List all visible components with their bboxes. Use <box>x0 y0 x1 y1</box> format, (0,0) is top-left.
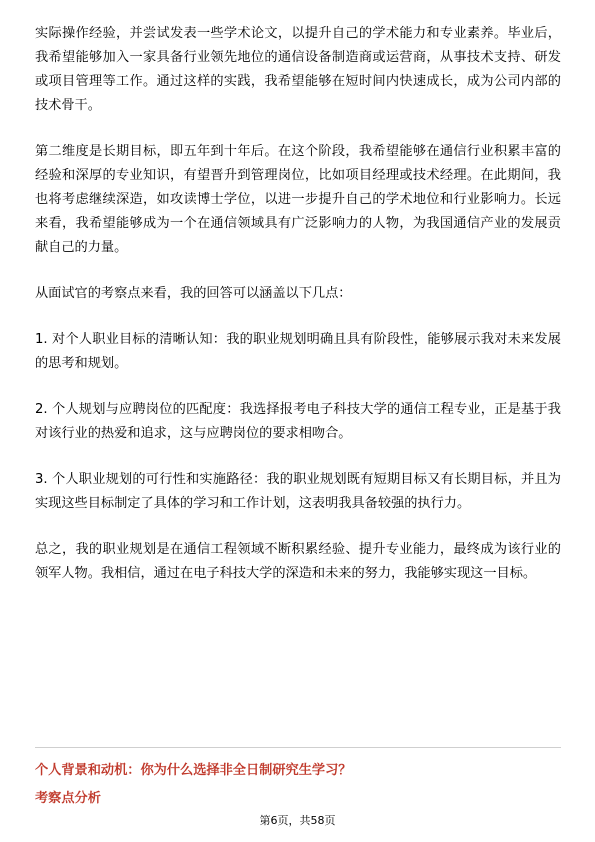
paragraph-conclusion: 总之，我的职业规划是在通信工程领域不断积累经验、提升专业能力，最终成为该行业的领军人物。我相信，通过在电子科技大学的深造和未来的努力，我能够实现这一目标。 <box>35 542 561 581</box>
document-body <box>35 22 561 608</box>
question-heading: 个人背景和动机：你为什么选择非全日制研究生学习？ <box>35 763 352 778</box>
paragraph-point-1: 1. 对个人职业目标的清晰认知：我的职业规划明确且具有阶段性，能够展示我对未来发展的思考和规划。 <box>35 332 561 371</box>
paragraph-point-3: 3. 个人职业规划的可行性和实施路径：我的职业规划既有短期目标又有长期目标，并且为实现这些目标制定了具体的学习和工作计划，这表明我具备较强的执行力。 <box>35 472 561 511</box>
paragraph-interviewer-points-intro: 从面试官的考察点来看，我的回答可以涵盖以下几点： <box>35 286 352 301</box>
section-divider <box>35 747 561 748</box>
paragraph-long-term-goal: 第二维度是长期目标，即五年到十年后。在这个阶段，我希望能够在通信行业积累丰富的经验和深厚的专业知识，有望晋升到管理岗位，比如项目经理或技术经理。在此期间，我也将考虑继续深造，如攻读博士学位，以进一步提升自己的学术地位和行业影响力。长远来看，我希望能够成为一个在通信领域具有广泛影响力的人物，为我国通信产业的发展贡献自己的力量。 <box>35 144 561 255</box>
analysis-subheading: 考察点分析 <box>35 791 101 806</box>
paragraph-short-term-goal: 实际操作经验，并尝试发表一些学术论文，以提升自己的学术能力和专业素养。毕业后，我希望能够加入一家具备行业领先地位的通信设备制造商或运营商，从事技术支持、研发或项目管理等工作。通过这样的实践，我希望能够在短时间内快速成长，成为公司内部的技术骨干。 <box>35 26 561 113</box>
page-number-footer: 第6页，共58页 <box>259 814 336 827</box>
paragraph-point-2: 2. 个人规划与应聘岗位的匹配度：我选择报考电子科技大学的通信工程专业，正是基于我对该行业的热爱和追求，这与应聘岗位的要求相吻合。 <box>35 402 561 441</box>
